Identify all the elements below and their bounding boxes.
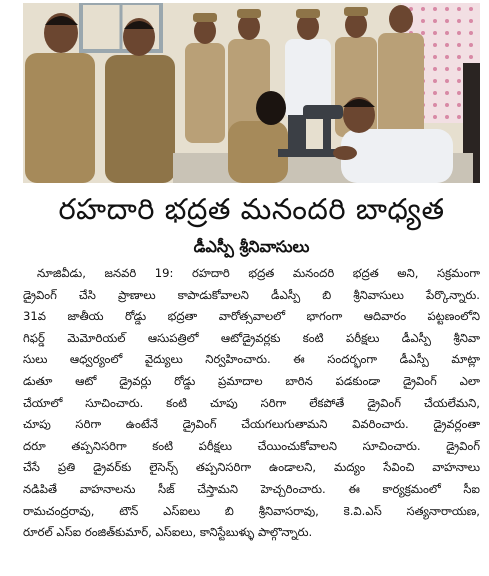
body-line: సులు ఆధ్వర్యంలో వైద్యులు నిర్వహించారు. ఈ సందర్భంగా డీఎస్పీ మాట్లా <box>23 352 480 367</box>
curtain-dot <box>445 67 449 71</box>
curtain-dot <box>457 115 461 119</box>
curtain-dot <box>445 115 449 119</box>
curtain-dot <box>445 7 449 11</box>
curtain-dot <box>445 19 449 23</box>
curtain-dot <box>433 43 437 47</box>
curtain-dot <box>421 7 425 11</box>
news-photo <box>23 3 480 183</box>
curtain-dot <box>457 55 461 59</box>
byline-subheadline: డీఎస్పీ శ్రీనివాసులు <box>193 237 310 256</box>
body-line: 31వ జాతీయ రోడ్డు భద్రతా వారోత్సవాలలో భాగంగా ఆదివారం పట్టణంలోని <box>23 309 480 324</box>
curtain-dot <box>469 31 473 35</box>
curtain-dot <box>457 31 461 35</box>
curtain-dot <box>433 7 437 11</box>
curtain-dot <box>457 43 461 47</box>
curtain-dot <box>445 31 449 35</box>
curtain-dot <box>469 43 473 47</box>
body-line: రూరల్ ఎస్ఐ రంజిత్‌కుమార్, ఎస్ఐలు, కానిస్టేబుళ్ళు పాల్గొన్నారు. <box>23 525 313 540</box>
curtain-dot <box>433 103 437 107</box>
curtain-dot <box>457 103 461 107</box>
curtain-dot <box>445 103 449 107</box>
curtain-dot <box>469 19 473 23</box>
curtain-dot <box>445 55 449 59</box>
article-body <box>23 263 480 544</box>
curtain-dot <box>445 91 449 95</box>
curtain-dot <box>445 79 449 83</box>
curtain-dot <box>457 79 461 83</box>
body-line: నూజివీడు, జనవరి 19: రహదారి భద్రత మనందరి భద్రత అని, సక్రమంగా <box>37 266 480 280</box>
curtain-dot <box>457 91 461 95</box>
headline: రహదారి భద్రత మనందరి బాధ్యత <box>58 192 445 226</box>
curtain-dot <box>469 55 473 59</box>
curtain-dot <box>445 43 449 47</box>
curtain-dot <box>433 31 437 35</box>
curtain-dot <box>457 67 461 71</box>
body-line: చేయాలో సూచించారు. కంటి చూపు సరిగా లేకపోతే డ్రైవింగ్ చేయలేమని, <box>23 395 480 410</box>
curtain-dot <box>457 7 461 11</box>
curtain-dot <box>433 79 437 83</box>
curtain-dot <box>421 19 425 23</box>
curtain-dot <box>433 91 437 95</box>
curtain-dot <box>457 19 461 23</box>
body-line: రామచంద్రరావు, టౌన్ ఎస్ఐలు బి శ్రీనివాసరావు, కె.వి.ఎస్ సత్యనారాయణ, <box>23 503 480 518</box>
curtain-dot <box>421 31 425 35</box>
body-line: చూపు సరిగా ఉంటేనే డ్రైవింగ్ చేయగలుగుతామని వివరించారు. డ్రైవర్లంతా <box>23 417 480 432</box>
curtain-dot <box>433 19 437 23</box>
body-line: గిఫర్డ్ మెమోరియల్ ఆసుపత్రిలో ఆటోడ్రైవర్లకు కంటి పరీక్షలు డీఎస్పీ శ్రీనివా <box>23 330 480 345</box>
curtain-dot <box>469 7 473 11</box>
curtain-dot <box>433 55 437 59</box>
body-line: చేసే ప్రతి డ్రైవర్‌కు లైసెన్స్ తప్పనిసరిగా ఉండాలని, మద్యం సేవించి వాహనాలు <box>23 460 480 475</box>
body-line: దరూ తప్పనిసరిగా కంటి పరీక్షలు చేయించుకోవాలని సూచించారు. డ్రైవింగ్ <box>23 438 480 453</box>
body-line: డుతూ ఆటో డ్రైవర్లు రోడ్డు ప్రమాదాల బారిన పడకుండా డ్రైవింగ్ ఎలా <box>23 373 480 388</box>
body-line: డ్రైవింగ్ చేసి ప్రాణాలు కాపాడుకోవాలని డీఎస్పీ బి శ్రీనివాసులు పేర్కొన్నారు. <box>23 287 480 302</box>
eye-test-scene-image <box>23 3 480 183</box>
body-line: నడిపితే వాహనాలను సీజ్ చేస్తామని హెచ్చరించారు. ఈ కార్యక్రమంలో సీఐ <box>23 481 480 496</box>
curtain-dot <box>433 67 437 71</box>
curtain-dot <box>433 115 437 119</box>
